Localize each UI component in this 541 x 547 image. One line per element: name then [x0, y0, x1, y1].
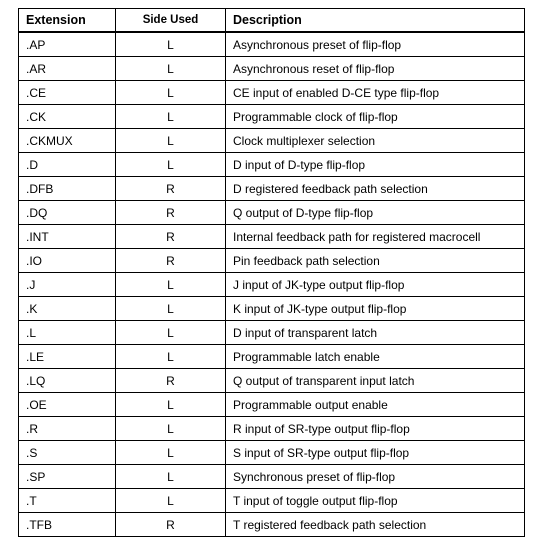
table-row [19, 273, 525, 297]
cell-description: K input of JK-type output flip-flop [226, 297, 525, 321]
cell-side-used: L [116, 81, 226, 105]
cell-extension: .K [19, 297, 116, 321]
cell-extension: .DQ [19, 201, 116, 225]
header-side-used: Side Used [116, 9, 226, 33]
table-row [19, 225, 525, 249]
cell-side-used: L [116, 345, 226, 369]
table-row [19, 345, 525, 369]
cell-description: Synchronous preset of flip-flop [226, 465, 525, 489]
table-row [19, 249, 525, 273]
table-row [19, 297, 525, 321]
cell-side-used: L [116, 129, 226, 153]
header-extension: Extension [19, 9, 116, 33]
table-row [19, 465, 525, 489]
cell-side-used: L [116, 465, 226, 489]
cell-side-used: L [116, 297, 226, 321]
table-row [19, 393, 525, 417]
cell-side-used: L [116, 417, 226, 441]
cell-extension: .CKMUX [19, 129, 116, 153]
cell-description: Q output of D-type flip-flop [226, 201, 525, 225]
table-row [19, 105, 525, 129]
table-row [19, 81, 525, 105]
table-row [19, 417, 525, 441]
cell-description: T registered feedback path selection [226, 513, 525, 537]
cell-description: D registered feedback path selection [226, 177, 525, 201]
cell-description: Asynchronous reset of flip-flop [226, 57, 525, 81]
table-row [19, 489, 525, 513]
table-row [19, 201, 525, 225]
cell-side-used: L [116, 273, 226, 297]
cell-side-used: L [116, 393, 226, 417]
table-row [19, 57, 525, 81]
cell-extension: .L [19, 321, 116, 345]
table-row [19, 513, 525, 537]
cell-side-used: L [116, 441, 226, 465]
cell-side-used: L [116, 105, 226, 129]
cell-description: Programmable output enable [226, 393, 525, 417]
cell-description: Programmable clock of flip-flop [226, 105, 525, 129]
cell-side-used: L [116, 321, 226, 345]
table-body [19, 32, 525, 537]
cell-description: Programmable latch enable [226, 345, 525, 369]
header-description: Description [226, 9, 525, 33]
cell-extension: .SP [19, 465, 116, 489]
cell-description: Internal feedback path for registered macrocell [226, 225, 525, 249]
cell-description: S input of SR-type output flip-flop [226, 441, 525, 465]
table-row [19, 369, 525, 393]
cell-side-used: R [116, 177, 226, 201]
cell-extension: .D [19, 153, 116, 177]
table-row [19, 441, 525, 465]
cell-side-used: R [116, 225, 226, 249]
cell-extension: .LQ [19, 369, 116, 393]
cell-description: Pin feedback path selection [226, 249, 525, 273]
cell-extension: .DFB [19, 177, 116, 201]
table-row [19, 129, 525, 153]
cell-extension: .IO [19, 249, 116, 273]
cell-extension: .CK [19, 105, 116, 129]
cell-description: Q output of transparent input latch [226, 369, 525, 393]
cell-side-used: R [116, 201, 226, 225]
cell-extension: .OE [19, 393, 116, 417]
extensions-table [18, 8, 525, 537]
cell-side-used: R [116, 513, 226, 537]
cell-extension: .T [19, 489, 116, 513]
cell-extension: .J [19, 273, 116, 297]
cell-side-used: L [116, 32, 226, 57]
cell-description: CE input of enabled D-CE type flip-flop [226, 81, 525, 105]
cell-description: D input of D-type flip-flop [226, 153, 525, 177]
cell-extension: .R [19, 417, 116, 441]
cell-side-used: L [116, 57, 226, 81]
cell-extension: .LE [19, 345, 116, 369]
cell-side-used: L [116, 153, 226, 177]
cell-description: T input of toggle output flip-flop [226, 489, 525, 513]
cell-extension: .INT [19, 225, 116, 249]
cell-side-used: R [116, 369, 226, 393]
cell-extension: .CE [19, 81, 116, 105]
cell-extension: .TFB [19, 513, 116, 537]
cell-description: J input of JK-type output flip-flop [226, 273, 525, 297]
table-header-row [19, 9, 525, 33]
cell-description: D input of transparent latch [226, 321, 525, 345]
table-row [19, 153, 525, 177]
cell-extension: .AR [19, 57, 116, 81]
cell-description: Asynchronous preset of flip-flop [226, 32, 525, 57]
cell-side-used: L [116, 489, 226, 513]
cell-description: R input of SR-type output flip-flop [226, 417, 525, 441]
table-row [19, 321, 525, 345]
cell-description: Clock multiplexer selection [226, 129, 525, 153]
cell-side-used: R [116, 249, 226, 273]
cell-extension: .AP [19, 32, 116, 57]
cell-extension: .S [19, 441, 116, 465]
table-row [19, 177, 525, 201]
table-row [19, 32, 525, 57]
